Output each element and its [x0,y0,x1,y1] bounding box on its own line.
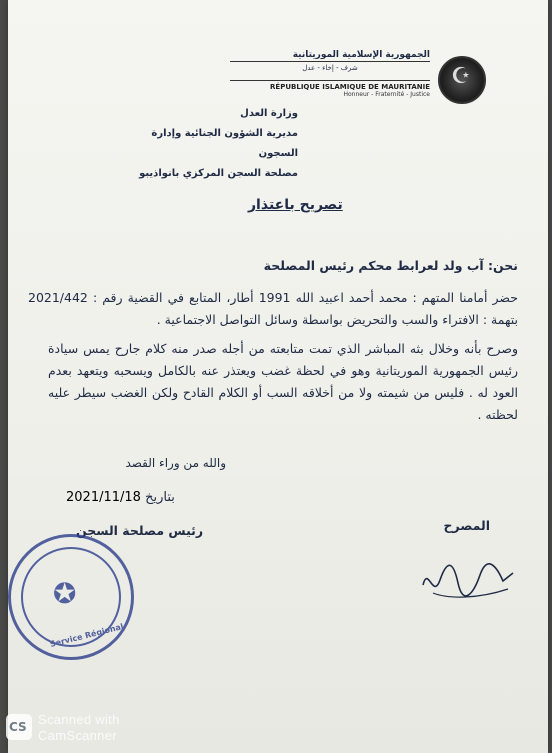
watermark-line2: CamScanner [38,728,117,743]
motto-ar: شرف - إخاء - عدل [302,64,358,72]
motto-fr: Honneur - Fraternité - Justice [343,91,430,98]
official-stamp [8,534,134,660]
statement-paragraph: وصرح بأنه وخلال بثه المباشر الذي تمت متابعته من أجله صدر منه كلام جارح يمس سيادة رئيس الجمهورية الموريتانية وهو في لحظة غضب ويعتذر عنه بالكامل ويسحبه ويتعهد بعدم العود له . فليس من شيمته ولا من أخلاقه السب أو الكلام القادح ولكن الغضب سيطر عليه لحظته . [48,341,518,422]
republic-name-fr: RÉPUBLIQUE ISLAMIQUE DE MAURITANIE [230,80,430,91]
letterhead-left [128,104,298,184]
date-value: 2021/11/18 [66,490,141,505]
document-page [8,0,548,753]
ministry-name: وزارة العدل [240,108,298,119]
declarant-label: المصرح [443,518,490,533]
national-emblem-icon [438,56,486,104]
watermark-line1: Scanned with [38,712,120,727]
closing-phrase: والله من وراء القصد [125,456,226,470]
stamp-star-icon: ✪ [53,577,77,610]
camscanner-logo-icon: CS [6,714,32,740]
camscanner-watermark [6,712,176,752]
chief-signature-label: رئيس مصلحة السجن [76,523,204,538]
directorate-name: مديرية الشؤون الجنائية وإدارة السجون [151,128,298,159]
date-line [66,490,175,505]
date-prefix: بتاريخ [145,490,175,505]
letterhead-right [230,50,430,98]
accused-paragraph: حضر أمامنا المتهم : محمد أحمد اعبيد الله 1991 أطار، المتابع في القضية رقم : 2021/442 بتهمة : الافتراء والسب والتحريض بواسطة وسائل التواصل الاجتماعية . [28,290,518,327]
republic-name-ar: الجمهورية الإسلامية الموريتانية [230,50,430,62]
service-name: مصلحة السجن المركزي بانواذيبو [139,168,298,179]
handwritten-signature [418,555,518,605]
document-title: تصريح باعتذار [248,197,343,213]
stamp-text: Service Régional [49,622,125,649]
authority-line: نحن: آب ولد لعرابط محكم رئيس المصلحة [263,258,518,273]
